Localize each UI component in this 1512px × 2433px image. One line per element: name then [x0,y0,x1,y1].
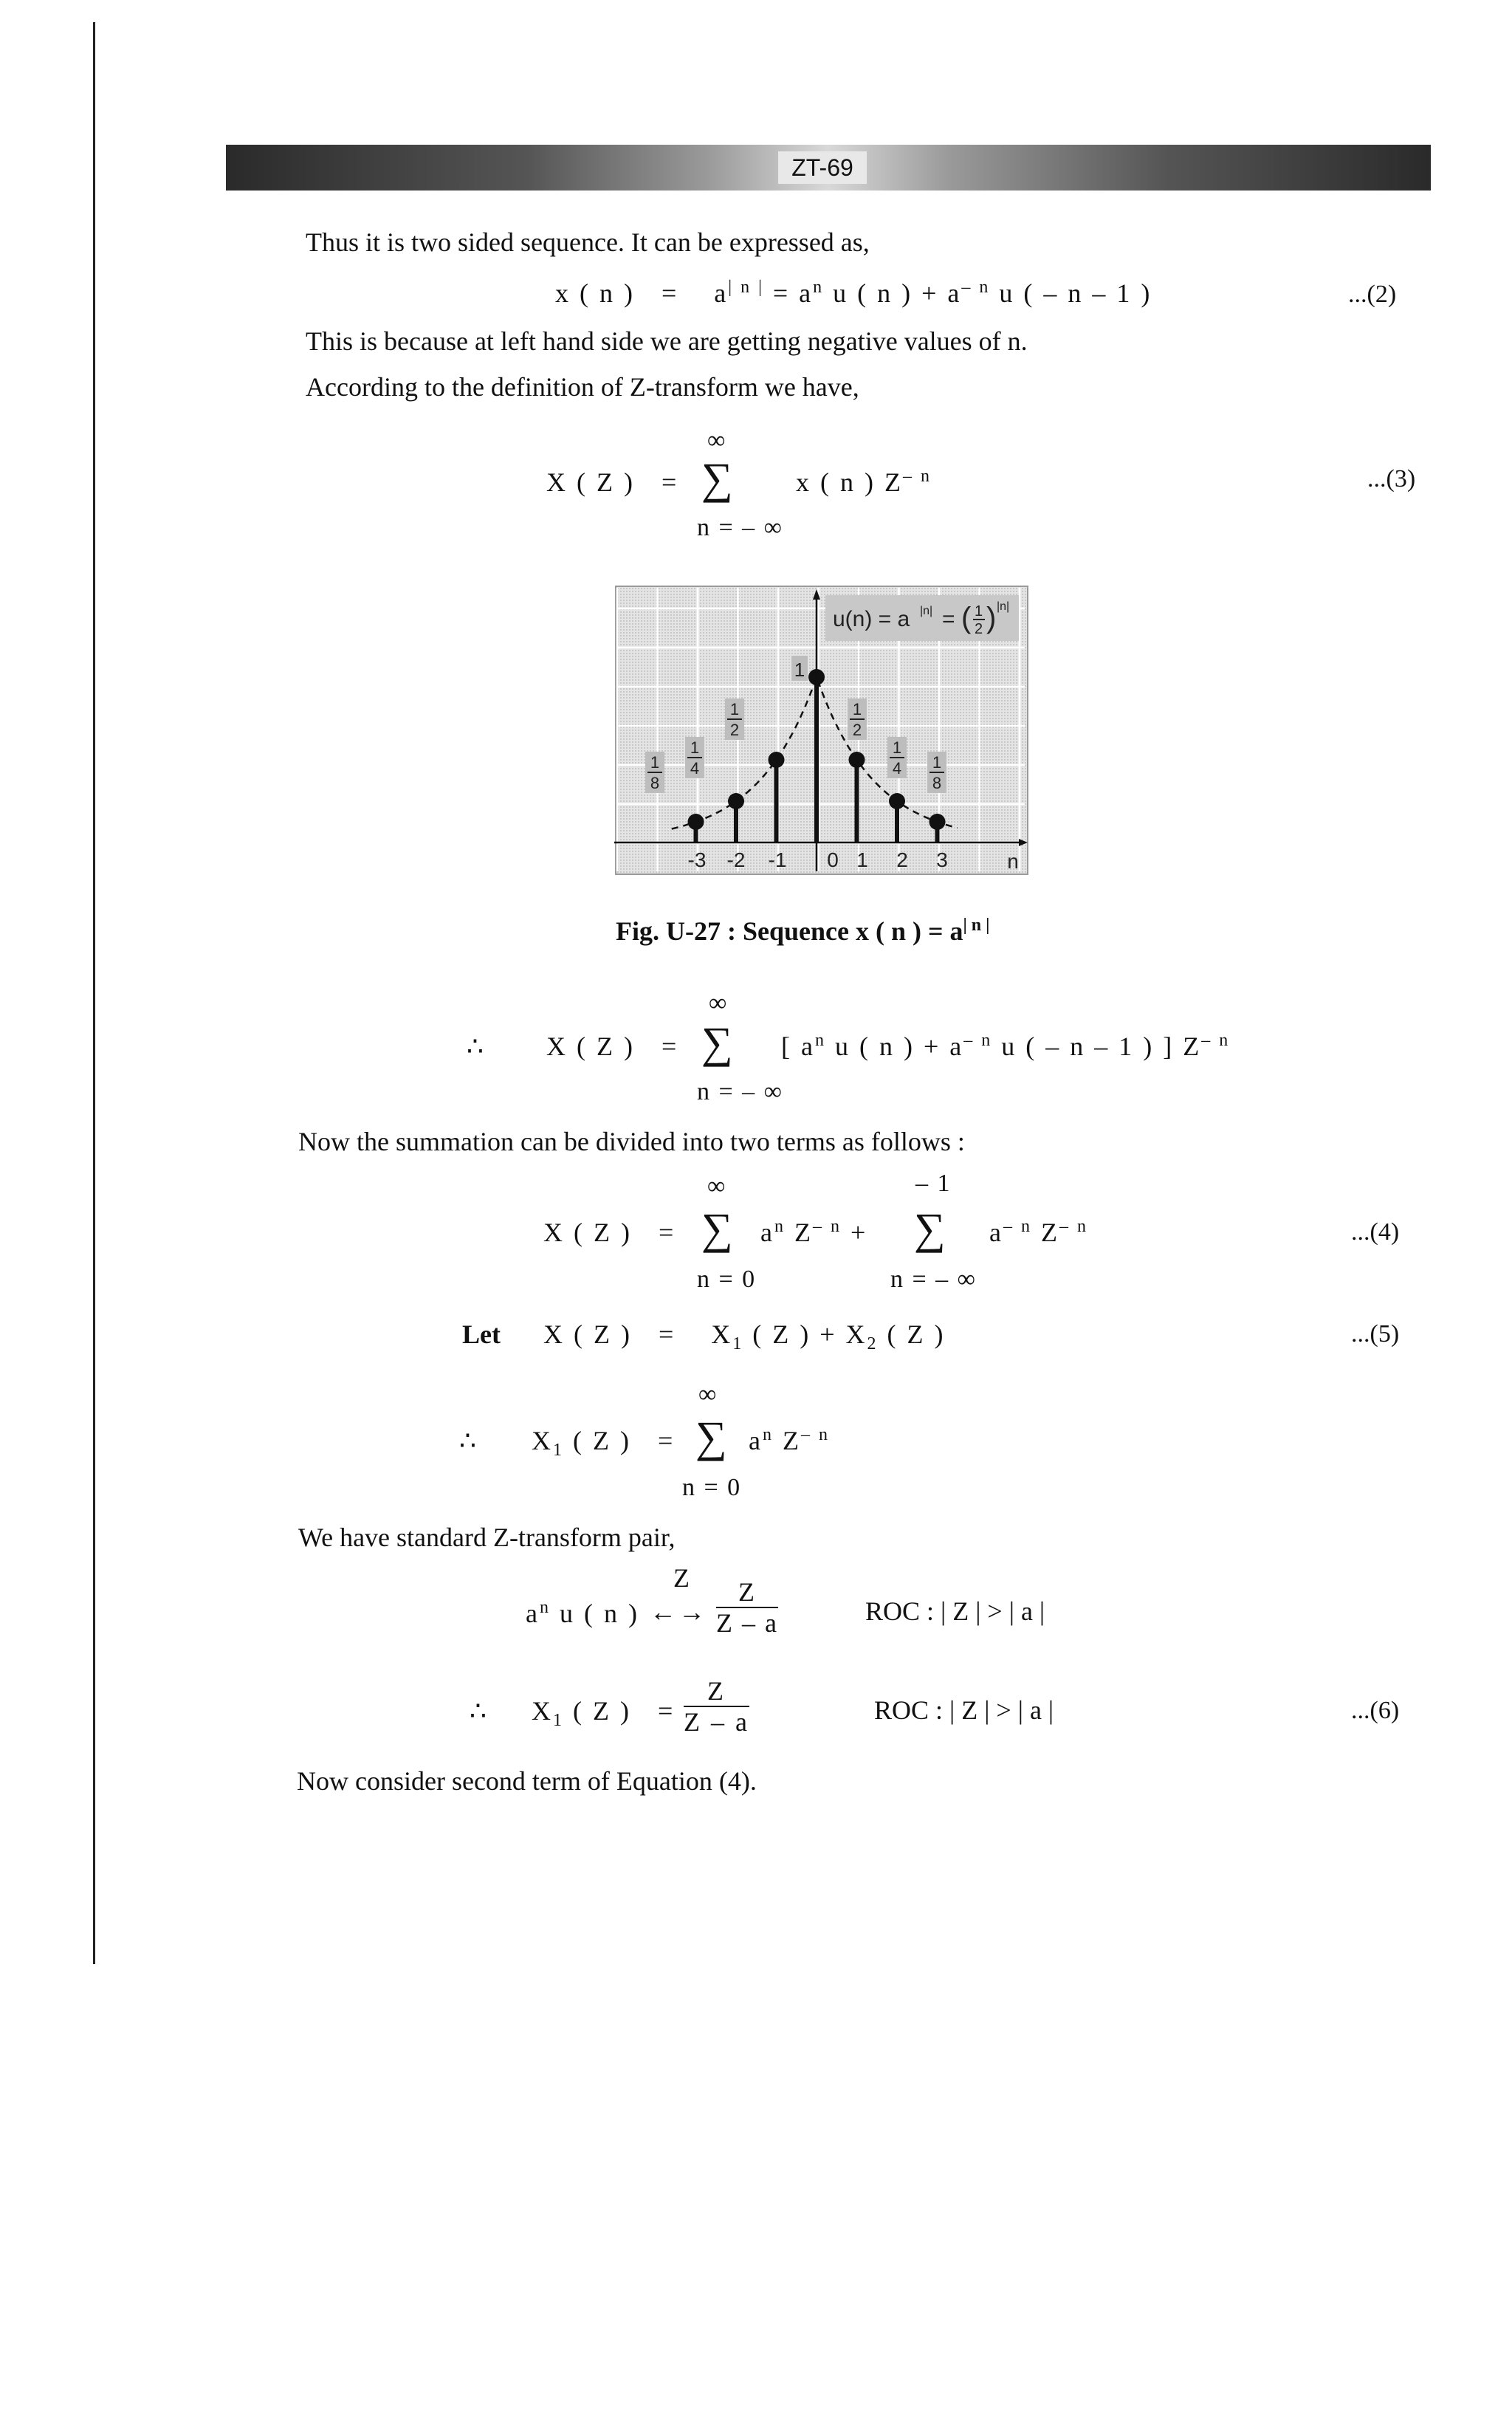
value-label-eighth-num: 1 [650,753,660,772]
equation-4-term-1: $a^n$ $Z^{- n}$ + [760,1217,868,1247]
equation-6-lhs: $X_1$ ( Z ) = [532,1696,676,1731]
equation-4-number: ...(4) [1351,1218,1400,1246]
value-label-half-den: 2 [729,721,740,739]
equation-4-lower-limit-1: n = 0 [697,1266,757,1293]
equation-expanded-upper-limit: ∞ [709,989,729,1017]
value-label-quarter-den: 4 [892,759,902,778]
x-tick-label: -3 [687,848,707,871]
equation-3-lhs: X ( Z ) = [546,467,679,497]
equation-x1-sigma: ∑ [695,1413,727,1461]
value-label-quarter-num: 1 [690,738,700,757]
equation-3-term: x ( n ) $Z^{- n}$ [796,467,932,497]
equation-6-frac-den: Z – a [684,1707,749,1737]
equation-6-fraction [684,1676,749,1737]
pair-fraction [716,1577,778,1638]
x-axis-label: n [1007,850,1019,873]
pair-arrow: ←→ [650,1597,707,1627]
stem-point [849,752,865,768]
equation-5-number: ...(5) [1351,1320,1400,1348]
equation-expanded-lhs: X ( Z ) = [546,1032,679,1061]
value-label-quarter-num: 1 [892,738,902,757]
equation-3-sigma: ∑ [701,454,733,503]
paragraph-standard-pair: We have standard Z-transform pair, [298,1523,676,1552]
pair-frac-den: Z – a [716,1608,778,1638]
value-label-one: 1 [794,659,805,681]
stem-point [688,814,704,830]
equation-6-roc: ROC : | Z | > | a | [874,1695,1054,1725]
formula-frac-num: 1 [975,603,983,620]
x-tick-label: 2 [896,848,908,871]
equation-4-sigma-2: ∑ [914,1204,946,1253]
equation-4-lhs: X ( Z ) = [543,1218,676,1247]
left-margin-line [93,22,95,1964]
therefore-symbol-2: ∴ [459,1426,478,1455]
equation-x1-upper-limit: ∞ [698,1381,718,1408]
x-tick-label: 3 [936,848,948,871]
equation-expanded-sigma: ∑ [701,1018,733,1067]
formula-paren-close: ) [986,602,997,634]
equation-4-upper-limit-2: – 1 [915,1170,952,1197]
equation-3-lower-limit: n = – ∞ [697,514,783,541]
equation-x1-lhs: $X_1$ ( Z ) = [532,1426,676,1461]
value-label-eighth-num: 1 [932,753,942,772]
formula-frac-den: 2 [975,621,983,637]
equation-2-number: ...(2) [1348,281,1397,308]
equation-3-upper-limit: ∞ [707,427,727,454]
value-label-eighth-den: 8 [932,774,942,792]
equation-6-frac-num: Z [684,1676,749,1707]
equation-2: x ( n ) = $a^{| n |} = a^n$ u ( n ) + $a^{- n}$ u ( – n – 1 ) [555,278,1152,308]
equation-4-sigma-1: ∑ [701,1204,733,1253]
value-label-quarter-den: 4 [690,759,700,778]
stem-point [769,752,785,768]
pair-roc: ROC : | Z | > | a | [865,1596,1045,1626]
equation-5: X ( Z ) = $X_1$ ( Z ) + $X_2$ ( Z ) [543,1320,946,1354]
sequence-figure [614,585,1029,876]
equation-x1-lower-limit: n = 0 [682,1474,742,1501]
equation-6-number: ...(6) [1351,1697,1400,1724]
equation-3-number: ...(3) [1367,465,1416,493]
figure-caption [616,916,989,947]
paragraph-summation-divided: Now the summation can be divided into two terms as follows : [298,1127,965,1156]
page-number-tag: ZT-69 [778,151,867,184]
figure-caption-exponent: | n | [963,916,990,935]
equation-x1-term: $a^n$ $Z^{- n}$ [749,1425,830,1455]
formula-outer-exponent: |n| [997,600,1010,613]
pair-frac [716,1577,778,1638]
value-label-half-den: 2 [852,721,862,739]
equation-6-frac [684,1676,749,1737]
therefore-symbol-3: ∴ [470,1696,489,1726]
therefore-symbol: ∴ [467,1032,486,1061]
equation-4-lower-limit-2: n = – ∞ [890,1266,977,1293]
equation-expanded-lower-limit: n = – ∞ [697,1078,783,1105]
value-label-eighth-den: 8 [650,774,660,792]
formula-label: u(n) = a [833,607,910,631]
pair-lhs: $a^n$ u ( n ) [526,1598,639,1628]
paragraph-two-sided: Thus it is two sided sequence. It can be expressed as, [306,227,870,257]
pair-arrow-label: Z [673,1563,692,1593]
formula-equals: = [942,607,955,631]
value-label-half-num: 1 [852,700,862,718]
stem-plot-svg [614,585,1029,876]
equation-expanded-term: [ $a^n$ u ( n ) + $a^{- n}$ u ( – n – 1 ) ] $Z^{- n}$ [781,1031,1231,1061]
stem-point [728,793,744,809]
paragraph-definition: According to the definition of Z-transform we have, [306,372,859,402]
x-tick-label: 1 [856,848,868,871]
pair-frac-num: Z [716,1577,778,1608]
let-keyword: Let [462,1320,501,1349]
equation-4-term-2: $a^{- n}$ $Z^{- n}$ [989,1217,1088,1247]
figure-caption-text: Fig. U-27 : Sequence x ( n ) = a [616,916,963,946]
x-tick-label: 0 [827,848,839,871]
paragraph-second-term: Now consider second term of Equation (4). [297,1766,757,1796]
paragraph-left-hand-side: This is because at left hand side we are getting negative values of n. [306,326,1028,356]
formula-paren-open: ( [961,602,972,634]
stem-point [929,814,946,830]
stem-point [889,793,905,809]
x-tick-label: -2 [726,848,746,871]
value-label-half-num: 1 [729,700,740,718]
formula-exponent: |n| [920,605,933,617]
equation-4-upper-limit-1: ∞ [707,1173,727,1200]
x-tick-label: -1 [768,848,787,871]
